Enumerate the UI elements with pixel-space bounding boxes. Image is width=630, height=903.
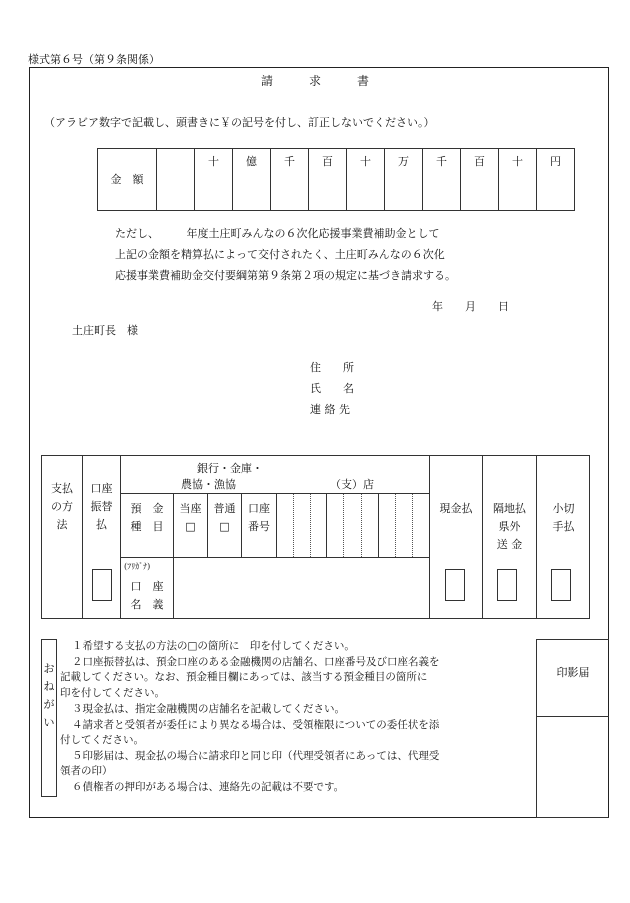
- addressee: 土庄町長 様: [72, 324, 138, 337]
- note-line: ５印影届は、現金払の場合に請求印と同じ印（代理受領者にあっては、代理受: [72, 750, 440, 762]
- bank-types-line1: 銀行・金庫・: [197, 462, 263, 475]
- note-line: ３現金払は、指定金融機関の店舗名を記載してください。: [72, 703, 345, 715]
- amount-digit: 百: [309, 149, 347, 211]
- account-transfer-label: 口座 振替 払: [90, 482, 113, 531]
- applicant-contact-label: 連 絡 先: [310, 403, 350, 416]
- amount-table: [97, 148, 575, 211]
- check-payment-label: 小切 手払: [552, 502, 575, 533]
- form-label: 様式第６号（第９条関係）: [28, 53, 160, 66]
- amount-digit: 万: [385, 149, 423, 211]
- branch-label: （支）店: [330, 478, 374, 491]
- amount-digit: 十: [195, 149, 233, 211]
- amount-digit: 千: [271, 149, 309, 211]
- amount-digit: 円: [537, 149, 575, 211]
- applicant-name-label: 氏 名: [310, 382, 354, 395]
- amount-digit: 十: [347, 149, 385, 211]
- current-account-checkbox[interactable]: 当座 □: [179, 502, 202, 533]
- note-line: １希望する支払の方法の□の箇所に 印を付してください。: [72, 640, 355, 652]
- amount-digit: 百: [461, 149, 499, 211]
- note-line: 記載してください。なお、預金種目欄にあっては、該当する預金種目の箇所に: [60, 671, 428, 683]
- furigana-label: (ﾌﾘｶﾞﾅ): [124, 562, 151, 571]
- note-line: 印を付してください。: [60, 687, 165, 699]
- document-title: 請 求 書: [260, 74, 369, 88]
- bank-types-line2: 農協・漁協: [181, 478, 236, 491]
- ordinary-account-checkbox[interactable]: 普通 □: [213, 502, 236, 533]
- amount-digit: 千: [423, 149, 461, 211]
- account-holder-label: 口 座 名 義: [130, 580, 164, 611]
- note-line: ６債権者の押印がある場合は、連絡先の記載は不要です。: [72, 781, 345, 793]
- note-line: 付してください。: [60, 734, 144, 746]
- body-line: 応援事業費補助金交付要綱第第９条第２項の規定に基づき請求する。: [115, 269, 456, 282]
- amount-digit: 億: [233, 149, 271, 211]
- cash-payment-label: 現金払: [439, 502, 473, 515]
- remote-payment-label: 隔地払 県外 送 金: [493, 502, 526, 551]
- seal-label: 印影届: [556, 666, 590, 679]
- amount-label: 金 額: [98, 149, 157, 211]
- applicant-address-label: 住 所: [310, 361, 354, 374]
- body-line: 上記の金額を精算払によって交付されたく、土庄町みんなの６次化: [115, 248, 445, 261]
- account-number-label: 口座 番号: [248, 502, 270, 533]
- note-line: 領者の印）: [60, 765, 113, 777]
- note-line: ４請求者と受領者が委任により異なる場合は、受領権限についての委任状を添: [72, 719, 440, 731]
- notes-label: お ね が い: [43, 662, 55, 729]
- transfer-checkbox[interactable]: [92, 569, 112, 601]
- date-field: 年 月 日: [432, 300, 509, 313]
- payment-method-label: 支払 の方 法: [51, 482, 73, 531]
- instruction-text: （アラビア数字で記載し、頭書きに￥の記号を付し、訂正しないでください。）: [44, 116, 435, 129]
- check-checkbox[interactable]: [551, 569, 571, 601]
- body-line: ただし、 年度土庄町みんなの６次化応援事業費補助金として: [115, 227, 440, 240]
- amount-digit: 十: [499, 149, 537, 211]
- deposit-type-label: 預 金 種 目: [130, 502, 164, 533]
- amount-digit: [157, 149, 195, 211]
- remote-checkbox[interactable]: [497, 569, 517, 601]
- cash-checkbox[interactable]: [445, 569, 465, 601]
- note-line: ２口座振替払は、預金口座のある金融機関の店舗名、口座番号及び口座名義を: [72, 656, 440, 668]
